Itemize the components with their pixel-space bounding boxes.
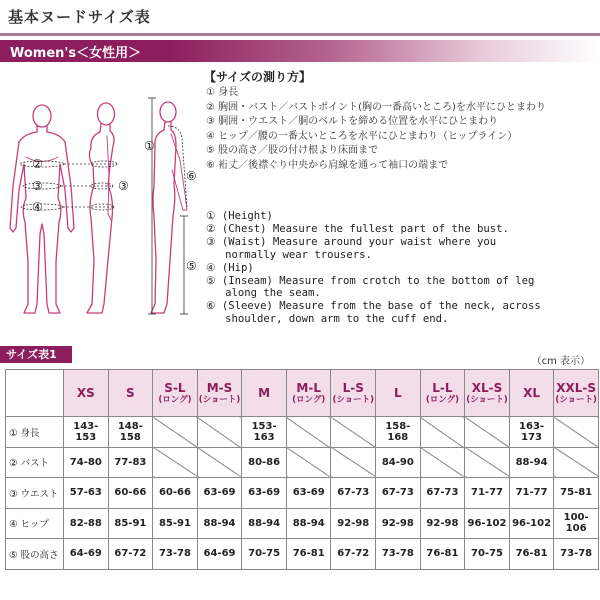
- size-value-cell: 92-98: [331, 508, 376, 539]
- size-table-header-row: [6, 370, 599, 417]
- size-fit-note: (ショート): [198, 394, 241, 405]
- size-value-cell: 71-77: [465, 478, 510, 509]
- size-column-header: [376, 370, 421, 417]
- ja-instruction-sleeve: ⑥ 裄丈／後襟ぐり中央から肩線を通って袖口の端まで: [206, 159, 449, 171]
- size-column-header: [108, 370, 153, 417]
- size-value-cell: 77-83: [108, 447, 153, 478]
- sleeve-guide: [168, 126, 187, 208]
- section-label: Women's＜女性用＞: [10, 46, 142, 61]
- size-value-cell: 76-81: [420, 539, 465, 570]
- size-value-cell: 67-73: [331, 478, 376, 509]
- en-instruction-line: ③ (Waist) Measure around your waist where you: [206, 235, 497, 248]
- ja-instruction-inseam: ⑤ 股の高さ／股の付け根より床面まで: [206, 145, 379, 157]
- row-label: ⑤ 股の高さ: [6, 539, 64, 570]
- english-measurement-instructions: [206, 210, 598, 326]
- size-value-cell: 60-66: [108, 478, 153, 509]
- size-value-cell: 92-98: [376, 508, 421, 539]
- size-fit-note: (ロング): [292, 394, 326, 405]
- size-name: XXL-S: [556, 380, 597, 395]
- size-name: XL: [523, 386, 541, 400]
- size-value-cell: 80-86: [242, 447, 287, 478]
- size-value-cell: 88-94: [509, 447, 554, 478]
- marker-height: ①: [144, 139, 155, 153]
- japanese-measurement-instructions: [206, 86, 596, 174]
- marker-waist-side: ③: [118, 179, 129, 193]
- size-name: S-L: [164, 380, 186, 395]
- table-row: [6, 539, 599, 570]
- page-title: 基本ヌードサイズ表: [8, 8, 151, 26]
- size-value-cell: 60-66: [153, 478, 198, 509]
- not-available-cell: [554, 447, 599, 478]
- size-name: M-L: [296, 380, 321, 395]
- size-value-cell: 67-73: [420, 478, 465, 509]
- size-fit-note: (ショート): [466, 394, 508, 405]
- size-name: M-S: [206, 380, 233, 395]
- size-column-header: [197, 370, 242, 417]
- table-row: [6, 417, 599, 448]
- size-column-header: [509, 370, 554, 417]
- size-value-cell: 63-69: [286, 478, 331, 509]
- size-value-cell: 70-75: [242, 539, 287, 570]
- row-label: ④ ヒップ: [6, 508, 64, 539]
- not-available-cell: [197, 447, 242, 478]
- ja-instruction-waist: ③ 胴囲・ウエスト／胴のベルトを締める位置を水平にひとまわり: [206, 116, 499, 128]
- size-name: L-L: [432, 380, 453, 395]
- size-value-cell: 88-94: [242, 508, 287, 539]
- size-fit-note: (ショート): [555, 394, 597, 405]
- size-value-cell: 100-106: [554, 508, 599, 539]
- size-fit-note: (ロング): [158, 394, 192, 405]
- not-available-cell: [420, 447, 465, 478]
- size-value-cell: 57-63: [64, 478, 109, 509]
- size-value-cell: 63-69: [197, 478, 242, 509]
- title-divider: [0, 33, 600, 36]
- size-value-cell: 148-158: [108, 417, 153, 448]
- size-value-cell: 75-81: [554, 478, 599, 509]
- size-column-header: [554, 370, 599, 417]
- size-value-cell: 85-91: [153, 508, 198, 539]
- ja-instruction-chest: ② 胸囲・バスト／バストポイント(胸の一番高いところ)を水平にひとまわり: [206, 101, 546, 113]
- en-instruction-line: normally wear trousers.: [206, 248, 372, 261]
- size-value-cell: 76-81: [286, 539, 331, 570]
- size-name: XS: [76, 386, 95, 400]
- measurement-guide-title: 【サイズの測り方】: [204, 70, 312, 84]
- size-value-cell: 163-173: [509, 417, 554, 448]
- size-column-header: [420, 370, 465, 417]
- size-value-cell: 64-69: [64, 539, 109, 570]
- size-value-cell: 67-72: [331, 539, 376, 570]
- en-instruction-line: ① (Height): [206, 210, 273, 222]
- en-instruction-line: ⑥ (Sleeve) Measure from the base of the neck, across: [206, 300, 541, 313]
- marker-hip: ④: [32, 200, 43, 214]
- size-value-cell: 76-81: [509, 539, 554, 570]
- size-name: M: [258, 386, 271, 400]
- en-instruction-line: ② (Chest) Measure the fullest part of the bust.: [206, 222, 509, 235]
- not-available-cell: [465, 417, 510, 448]
- size-value-cell: 96-102: [509, 508, 554, 539]
- not-available-cell: [286, 417, 331, 448]
- size-table-corner: [6, 370, 64, 417]
- en-instruction-line: ④ (Hip): [206, 261, 254, 274]
- en-instruction-line: ⑤ (Inseam) Measure from crotch to the bottom of leg: [206, 274, 535, 287]
- table-row: [6, 447, 599, 478]
- size-value-cell: 158-168: [376, 417, 421, 448]
- size-column-header: [331, 370, 376, 417]
- not-available-cell: [465, 447, 510, 478]
- not-available-cell: [554, 417, 599, 448]
- size-column-header: [153, 370, 198, 417]
- size-fit-note: (ショート): [332, 394, 375, 405]
- row-label: ① 身長: [6, 417, 64, 448]
- size-name: L: [394, 386, 402, 400]
- size-value-cell: 74-80: [64, 447, 109, 478]
- unit-note: （cm 表示）: [531, 356, 590, 367]
- size-value-cell: 67-73: [376, 478, 421, 509]
- size-value-cell: 85-91: [108, 508, 153, 539]
- table-row: [6, 478, 599, 509]
- not-available-cell: [331, 417, 376, 448]
- not-available-cell: [197, 417, 242, 448]
- size-fit-note: (ロング): [425, 394, 459, 405]
- size-value-cell: 73-78: [554, 539, 599, 570]
- size-table-label: サイズ表1: [0, 346, 72, 363]
- size-column-header: [64, 370, 109, 417]
- size-table-body: [6, 417, 599, 570]
- size-value-cell: 73-78: [153, 539, 198, 570]
- size-value-cell: 143-153: [64, 417, 109, 448]
- back-body-figure: [151, 102, 187, 313]
- en-instruction-line: shoulder, down arm to the cuff end.: [206, 313, 449, 326]
- size-value-cell: 67-72: [108, 539, 153, 570]
- size-column-header: [242, 370, 287, 417]
- size-name: S: [126, 386, 135, 400]
- side-body-figure: [87, 103, 115, 313]
- size-value-cell: 92-98: [420, 508, 465, 539]
- marker-inseam: ⑤: [186, 259, 197, 273]
- ja-instruction-hip: ④ ヒップ／腰の一番太いところを水平にひとまわり（ヒップライン）: [206, 130, 518, 142]
- size-value-cell: 70-75: [465, 539, 510, 570]
- not-available-cell: [331, 447, 376, 478]
- size-value-cell: 64-69: [197, 539, 242, 570]
- size-value-cell: 84-90: [376, 447, 421, 478]
- not-available-cell: [286, 447, 331, 478]
- row-label: ③ ウエスト: [6, 478, 64, 509]
- size-value-cell: 96-102: [465, 508, 510, 539]
- not-available-cell: [420, 417, 465, 448]
- size-value-cell: 88-94: [197, 508, 242, 539]
- size-value-cell: 153-163: [242, 417, 287, 448]
- size-column-header: [465, 370, 510, 417]
- size-value-cell: 63-69: [242, 478, 287, 509]
- marker-waist-front: ③: [32, 179, 43, 193]
- size-name: XL-S: [471, 380, 503, 395]
- size-name: L-S: [342, 380, 364, 395]
- not-available-cell: [153, 417, 198, 448]
- marker-chest: ②: [32, 157, 43, 171]
- size-table: [5, 369, 599, 570]
- size-value-cell: 71-77: [509, 478, 554, 509]
- size-column-header: [286, 370, 331, 417]
- not-available-cell: [153, 447, 198, 478]
- en-instruction-line: along the seam.: [206, 287, 321, 300]
- body-measurement-figures: [4, 86, 200, 322]
- ja-instruction-height: ① 身長: [206, 87, 239, 98]
- row-label: ② バスト: [6, 447, 64, 478]
- size-value-cell: 88-94: [286, 508, 331, 539]
- size-value-cell: 82-88: [64, 508, 109, 539]
- marker-sleeve: ⑥: [186, 169, 197, 183]
- size-value-cell: 73-78: [376, 539, 421, 570]
- table-row: [6, 508, 599, 539]
